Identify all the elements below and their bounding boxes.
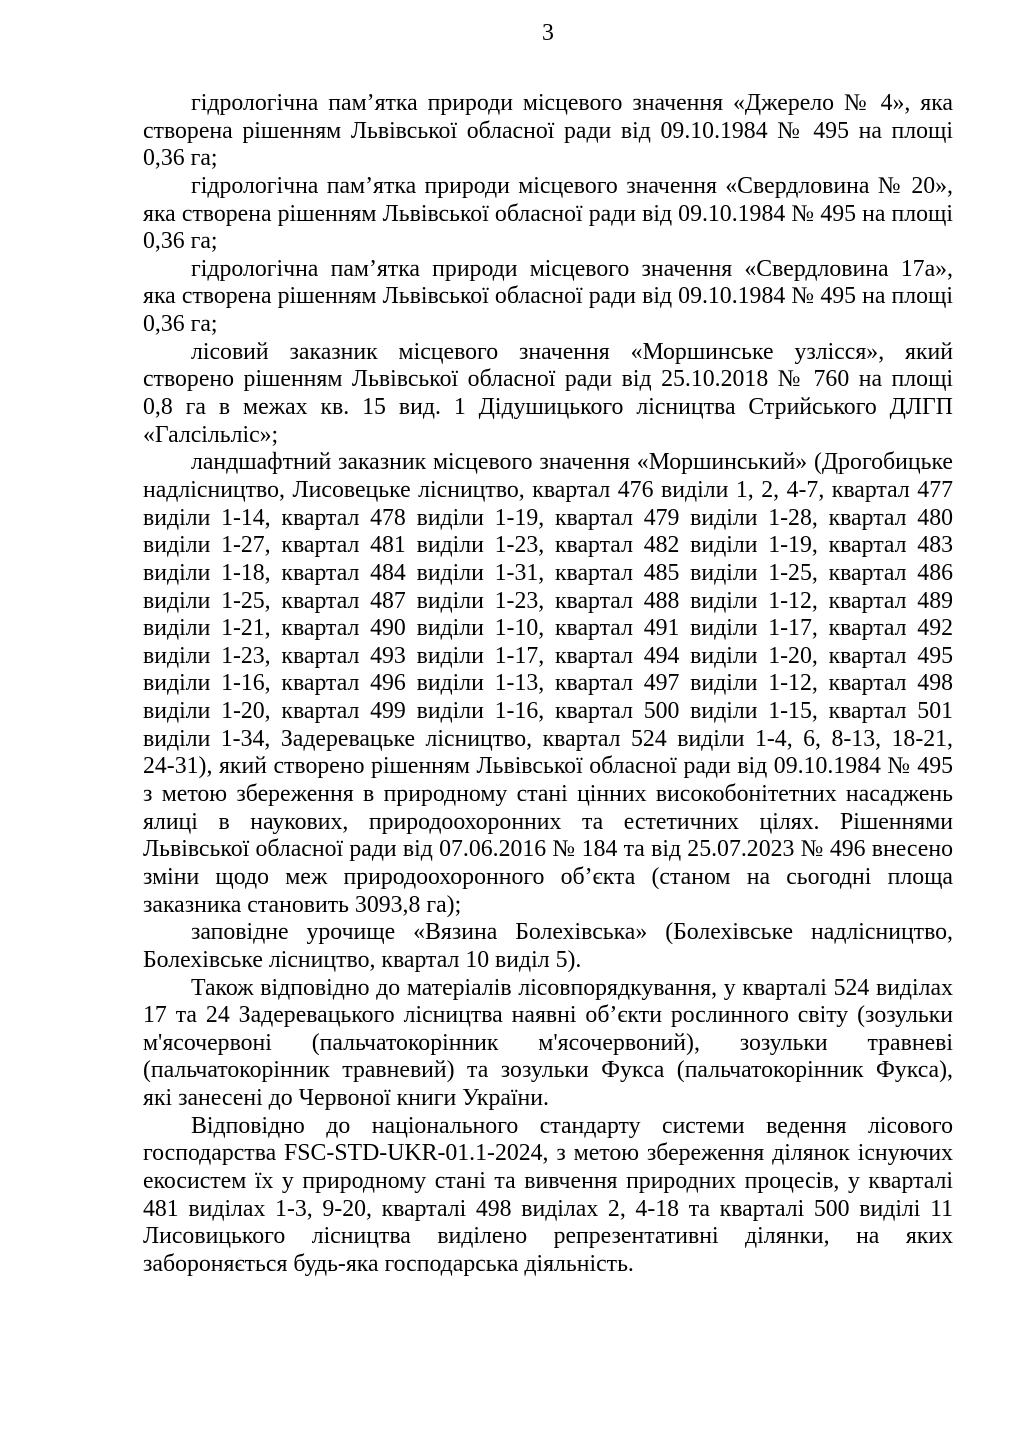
text-line: заповідне урочище «Вязина Болехівська» (Болехівське надлісництво,	[191, 919, 953, 946]
text-line: Львівської обласної ради від 07.06.2016 № 184 та від 25.07.2023 № 496 внесено	[143, 836, 953, 863]
text-line: виділи 1-27, квартал 481 виділи 1-23, квартал 482 виділи 1-19, квартал 483	[143, 532, 953, 559]
text-line: ландшафтний заказник місцевого значення «Моршинський» (Дрогобицьке	[191, 449, 953, 476]
text-line: з метою збереження в природному стані цінних високобонітетних насаджень	[143, 781, 953, 808]
text-line: 481 виділах 1-3, 9-20, кварталі 498 виділах 2, 4-18 та кварталі 500 виділі 11	[143, 1195, 953, 1222]
text-line: Болехівське лісництво, квартал 10 виділ 5).	[143, 946, 582, 973]
text-line: виділи 1-23, квартал 493 виділи 1-17, квартал 494 виділи 1-20, квартал 495	[143, 642, 953, 669]
paragraph	[143, 173, 953, 256]
text-line: господарства FSC-STD-UKR-01.1-2024, з метою збереження ділянок існуючих	[143, 1140, 953, 1167]
text-line: Відповідно до національного стандарту системи ведення лісового	[191, 1112, 953, 1139]
text-line: (пальчатокорінник травневий) та зозульки Фукса (пальчатокорінник Фукса),	[143, 1057, 953, 1084]
text-line: надлісництво, Лисовецьке лісництво, квартал 476 виділи 1, 2, 4-7, квартал 477	[143, 476, 953, 503]
text-line: яка створена рішенням Львівської обласної ради від 09.10.1984 № 495 на площі	[143, 200, 953, 227]
paragraph	[143, 449, 953, 919]
text-line: виділи 1-34, Задеревацьке лісництво, квартал 524 виділи 1-4, 6, 8-13, 18-21,	[143, 725, 953, 752]
text-line: Також відповідно до матеріалів лісовпорядкування, у кварталі 524 виділах	[191, 974, 953, 1001]
text-line: 0,36 га;	[143, 311, 218, 338]
text-line: лісовий заказник місцевого значення «Моршинське узлісся», який	[191, 338, 953, 365]
paragraph	[143, 919, 953, 974]
paragraph	[143, 339, 953, 450]
text-line: забороняється будь-яка господарська діяльність.	[143, 1250, 634, 1277]
text-line: ялиці в наукових, природоохоронних та естетичних цілях. Рішеннями	[143, 808, 953, 835]
text-line: гідрологічна пам’ятка природи місцевого значення «Свердловина 17а»,	[191, 255, 953, 282]
text-line: 0,36 га;	[143, 145, 218, 172]
text-line: виділи 1-20, квартал 499 виділи 1-16, квартал 500 виділи 1-15, квартал 501	[143, 698, 953, 725]
paragraph	[143, 1113, 953, 1279]
text-line: 0,36 га;	[143, 228, 218, 255]
paragraph	[143, 256, 953, 339]
text-line: 0,8 га в межах кв. 15 вид. 1 Дідушицького лісництва Стрийського ДЛГП	[143, 394, 953, 421]
text-line: виділи 1-21, квартал 490 виділи 1-10, квартал 491 виділи 1-17, квартал 492	[143, 615, 953, 642]
text-line: 24-31), який створено рішенням Львівської обласної ради від 09.10.1984 № 495	[143, 753, 953, 780]
text-line: заказника становить 3093,8 га);	[143, 891, 462, 918]
text-line: виділи 1-16, квартал 496 виділи 1-13, квартал 497 виділи 1-12, квартал 498	[143, 670, 953, 697]
text-line: виділи 1-25, квартал 487 виділи 1-23, квартал 488 виділи 1-12, квартал 489	[143, 587, 953, 614]
text-line: 17 та 24 Задеревацького лісництва наявні об’єкти рослинного світу (зозульки	[143, 1002, 953, 1029]
text-line: екосистем їх у природному стані та вивчення природних процесів, у кварталі	[143, 1167, 953, 1194]
text-block	[143, 90, 953, 1279]
text-line: які занесені до Червоної книги України.	[143, 1085, 549, 1112]
text-line: «Галсільліс»;	[143, 421, 279, 448]
text-line: виділи 1-14, квартал 478 виділи 1-19, квартал 479 виділи 1-28, квартал 480	[143, 504, 953, 531]
text-line: виділи 1-18, квартал 484 виділи 1-31, квартал 485 виділи 1-25, квартал 486	[143, 559, 953, 586]
text-line: гідрологічна пам’ятка природи місцевого значення «Джерело № 4», яка	[191, 90, 953, 116]
text-line: гідрологічна пам’ятка природи місцевого значення «Свердловина № 20»,	[191, 172, 953, 199]
text-line: яка створена рішенням Львівської обласної ради від 09.10.1984 № 495 на площі	[143, 283, 953, 310]
paragraph	[143, 90, 953, 173]
text-line: зміни щодо меж природоохоронного об’єкта (станом на сьогодні площа	[143, 863, 953, 890]
text-line: Лисовицького лісництва виділено репрезентативні ділянки, на яких	[143, 1223, 953, 1250]
page-number: 3	[542, 20, 554, 46]
paragraph	[143, 975, 953, 1113]
text-line: створена рішенням Львівської обласної ради від 09.10.1984 № 495 на площі	[143, 117, 953, 144]
text-line: м'ясочервоні (пальчатокорінник м'ясочервоний), зозульки травневі	[143, 1029, 953, 1056]
text-line: створено рішенням Львівської обласної ради від 25.10.2018 № 760 на площі	[143, 366, 953, 393]
